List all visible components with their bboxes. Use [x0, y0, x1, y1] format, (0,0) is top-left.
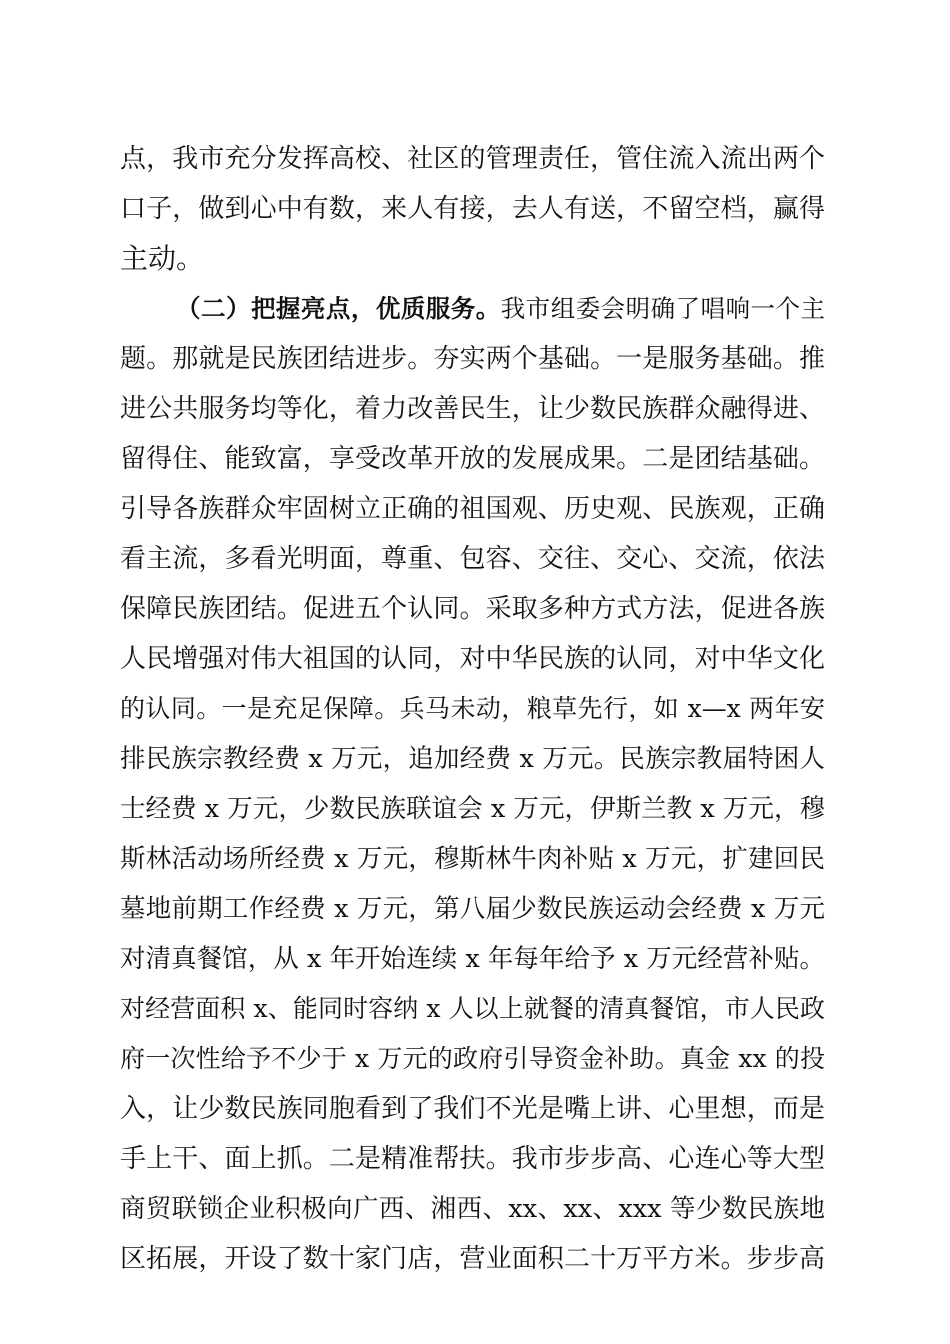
- paragraph-line: 入，让少数民族同胞看到了我们不光是嘴上讲、心里想，而是: [120, 1094, 825, 1124]
- paragraph-line: 对清真餐馆，从 x 年开始连续 x 年每年给予 x 万元经营补贴。: [120, 944, 825, 974]
- paragraph-line: 墓地前期工作经费 x 万元，第八届少数民族运动会经费 x 万元: [120, 894, 825, 924]
- paragraph-line: 斯林活动场所经费 x 万元，穆斯林牛肉补贴 x 万元，扩建回民: [120, 844, 825, 874]
- paragraph-line: 点，我市充分发挥高校、社区的管理责任，管住流入流出两个: [120, 144, 825, 174]
- paragraph-line: 对经营面积 x、能同时容纳 x 人以上就餐的清真餐馆，市人民政: [120, 994, 825, 1023]
- paragraph-line: 主动。: [120, 242, 205, 275]
- paragraph-line: 士经费 x 万元，少数民族联谊会 x 万元，伊斯兰教 x 万元，穆: [120, 794, 825, 824]
- paragraph-line: 保障民族团结。促进五个认同。采取多种方式方法，促进各族: [120, 594, 825, 624]
- paragraph-first-line: [176, 284, 825, 334]
- paragraph-line: 排民族宗教经费 x 万元，追加经费 x 万元。民族宗教届特困人: [120, 744, 825, 774]
- paragraph-line: 留得住、能致富，享受改革开放的发展成果。二是团结基础。: [120, 444, 825, 474]
- paragraph-line: 进公共服务均等化，着力改善民生，让少数民族群众融得进、: [120, 394, 825, 424]
- paragraph-line: 口子，做到心中有数，来人有接，去人有送，不留空档，赢得: [120, 194, 825, 224]
- paragraph-line: 的认同。一是充足保障。兵马未动，粮草先行，如 x—x 两年安: [120, 694, 825, 723]
- paragraph-line: 手上干、面上抓。二是精准帮扶。我市步步高、心连心等大型: [120, 1144, 825, 1174]
- paragraph-text: 我市组委会明确了唱响一个主: [500, 294, 826, 323]
- paragraph-line: 引导各族群众牢固树立正确的祖国观、历史观、民族观，正确: [120, 494, 825, 524]
- paragraph-line: 商贸联锁企业积极向广西、湘西、xx、xx、xxx 等少数民族地: [120, 1194, 825, 1224]
- paragraph-line: 看主流，多看光明面，尊重、包容、交往、交心、交流，依法: [120, 544, 825, 574]
- paragraph-line: 区拓展，开设了数十家门店，营业面积二十万平方米。步步高: [120, 1244, 825, 1274]
- section-heading: （二）把握亮点，优质服务。: [176, 294, 501, 323]
- paragraph-line: 人民增强对伟大祖国的认同，对中华民族的认同，对中华文化: [120, 644, 825, 674]
- paragraph-line: 府一次性给予不少于 x 万元的政府引导资金补助。真金 xx 的投: [120, 1044, 825, 1073]
- paragraph-line: 题。那就是民族团结进步。夯实两个基础。一是服务基础。推: [120, 344, 825, 374]
